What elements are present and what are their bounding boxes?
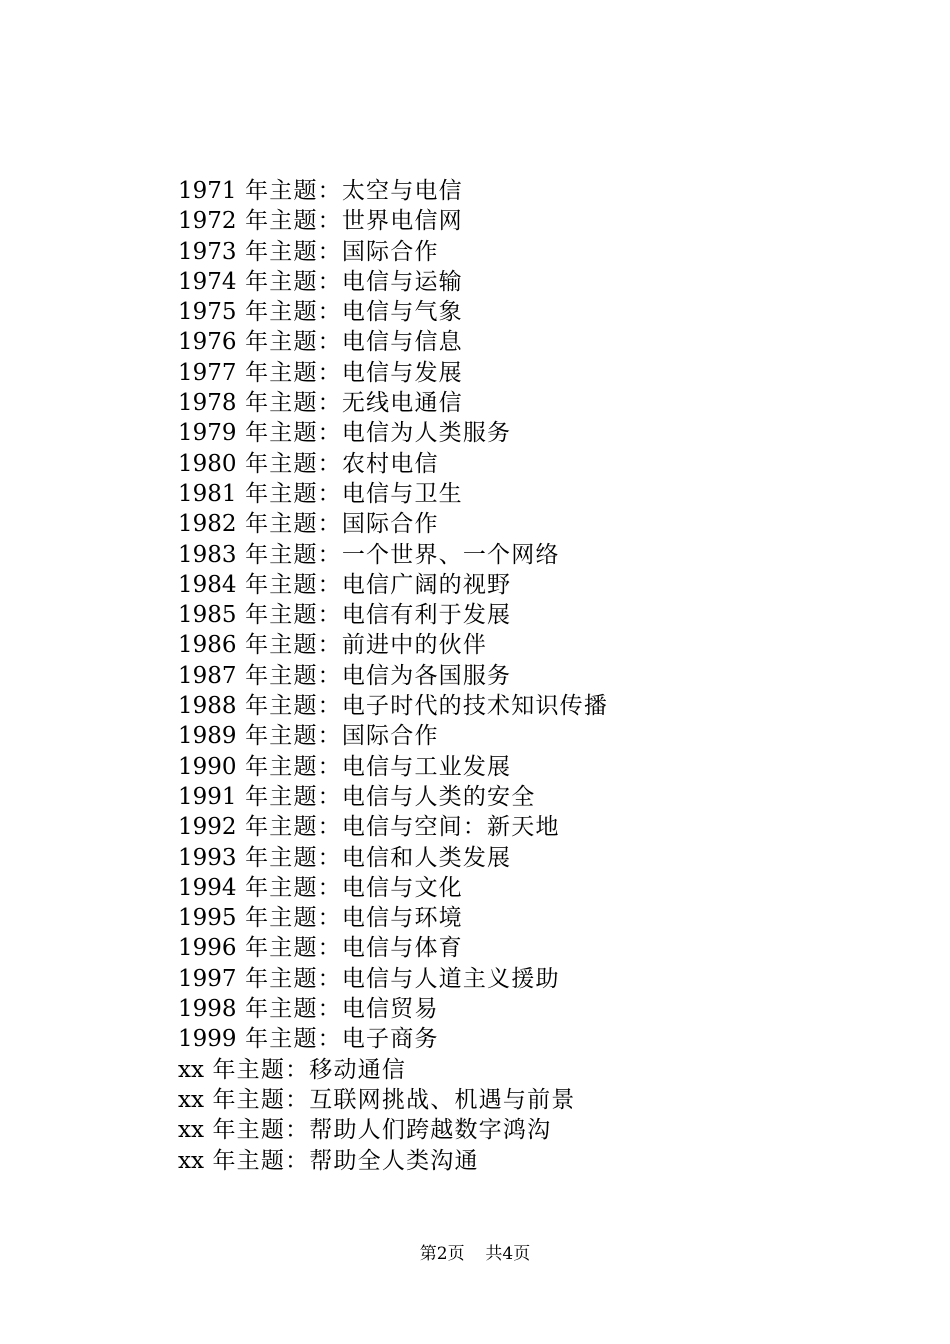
theme-year: 1981 [178, 480, 237, 507]
theme-line [178, 449, 608, 479]
theme-line [178, 661, 608, 691]
theme-line [178, 752, 608, 782]
theme-year: 1988 [178, 693, 237, 720]
theme-year: 1996 [178, 935, 237, 962]
theme-year: xx [178, 1056, 204, 1083]
theme-line [178, 267, 608, 297]
theme-label: 年主题：电信广阔的视野 [245, 571, 512, 598]
theme-line [178, 479, 608, 509]
theme-label: 年主题：一个世界、一个网络 [245, 541, 560, 568]
theme-label: 年主题：电信有利于发展 [245, 602, 512, 629]
theme-label: 年主题：前进中的伙伴 [245, 632, 488, 659]
theme-line [178, 1146, 608, 1176]
theme-label: 年主题：电信与运输 [245, 268, 463, 295]
theme-line [178, 1115, 608, 1145]
theme-line [178, 237, 608, 267]
theme-label: 年主题：电信与信息 [245, 329, 463, 356]
theme-label: 年主题：互联网挑战、机遇与前景 [212, 1086, 576, 1113]
theme-year: 1994 [178, 874, 237, 901]
theme-line [178, 691, 608, 721]
theme-label: 年主题：电信与体育 [245, 935, 463, 962]
theme-year: 1997 [178, 965, 237, 992]
theme-label: 年主题：帮助人们跨越数字鸿沟 [212, 1117, 552, 1144]
theme-year: 1987 [178, 662, 237, 689]
theme-line [178, 327, 608, 357]
theme-year: 1978 [178, 390, 237, 417]
theme-line [178, 509, 608, 539]
theme-line [178, 1085, 608, 1115]
theme-label: 年主题：国际合作 [245, 511, 439, 538]
theme-list [178, 176, 608, 1176]
theme-label: 年主题：电子时代的技术知识传播 [245, 693, 609, 720]
theme-line [178, 873, 608, 903]
theme-year: 1973 [178, 238, 237, 265]
theme-label: 年主题：农村电信 [245, 450, 439, 477]
theme-year: 1976 [178, 329, 237, 356]
theme-label: 年主题：电信与工业发展 [245, 753, 512, 780]
theme-label: 年主题：电子商务 [245, 1026, 439, 1053]
theme-year: 1989 [178, 723, 237, 750]
theme-line [178, 933, 608, 963]
page-footer [0, 1243, 950, 1265]
theme-year: xx [178, 1147, 204, 1174]
theme-line [178, 782, 608, 812]
theme-label: 年主题：电信与发展 [245, 359, 463, 386]
theme-line [178, 1055, 608, 1085]
theme-year: 1980 [178, 450, 237, 477]
theme-label: 年主题：国际合作 [245, 238, 439, 265]
theme-label: 年主题：移动通信 [212, 1056, 407, 1083]
theme-label: 年主题：太空与电信 [245, 178, 463, 204]
theme-line [178, 418, 608, 448]
theme-label: 年主题：电信与人类的安全 [245, 783, 536, 810]
theme-label: 年主题：电信为人类服务 [245, 420, 512, 447]
page-number: 第2页 [419, 1244, 465, 1264]
theme-year: 1990 [178, 753, 237, 780]
theme-label: 年主题：电信与气象 [245, 299, 463, 326]
theme-year: 1977 [178, 359, 237, 386]
theme-label: 年主题：电信与文化 [245, 874, 463, 901]
theme-line [178, 297, 608, 327]
theme-label: 年主题：电信贸易 [245, 996, 439, 1023]
theme-line [178, 964, 608, 994]
theme-label: 年主题：国际合作 [245, 723, 439, 750]
theme-line [178, 388, 608, 418]
theme-label: 年主题：帮助全人类沟通 [212, 1147, 479, 1174]
theme-label: 年主题：电信与人道主义援助 [245, 965, 560, 992]
theme-line [178, 812, 608, 842]
theme-year: 1972 [178, 208, 237, 235]
theme-year: 1986 [178, 632, 237, 659]
theme-year: 1995 [178, 905, 237, 932]
theme-line [178, 903, 608, 933]
theme-year: xx [178, 1086, 204, 1113]
theme-line [178, 721, 608, 751]
theme-year: 1975 [178, 299, 237, 326]
theme-line [178, 570, 608, 600]
theme-year: xx [178, 1117, 204, 1144]
theme-year: 1982 [178, 511, 237, 538]
theme-year: 1974 [178, 268, 237, 295]
theme-label: 年主题：世界电信网 [245, 208, 463, 235]
theme-year: 1984 [178, 571, 237, 598]
theme-year: 1998 [178, 996, 237, 1023]
theme-year: 1983 [178, 541, 237, 568]
theme-line [178, 206, 608, 236]
theme-label: 年主题：无线电通信 [245, 390, 463, 417]
theme-label: 年主题：电信为各国服务 [245, 662, 512, 689]
theme-label: 年主题：电信与卫生 [245, 480, 463, 507]
theme-year: 1985 [178, 602, 237, 629]
theme-year: 1992 [178, 814, 237, 841]
theme-line [178, 1024, 608, 1054]
theme-year: 1999 [178, 1026, 237, 1053]
theme-line [178, 540, 608, 570]
theme-label: 年主题：电信和人类发展 [245, 844, 512, 871]
theme-year: 1993 [178, 844, 237, 871]
theme-line [178, 994, 608, 1024]
theme-line [178, 843, 608, 873]
theme-year: 1971 [178, 178, 237, 204]
page-total: 共4页 [485, 1244, 531, 1264]
theme-line [178, 176, 608, 206]
theme-line [178, 358, 608, 388]
theme-label: 年主题：电信与空间：新天地 [245, 814, 560, 841]
theme-label: 年主题：电信与环境 [245, 905, 463, 932]
theme-line [178, 630, 608, 660]
theme-year: 1991 [178, 783, 237, 810]
theme-year: 1979 [178, 420, 237, 447]
theme-line [178, 600, 608, 630]
